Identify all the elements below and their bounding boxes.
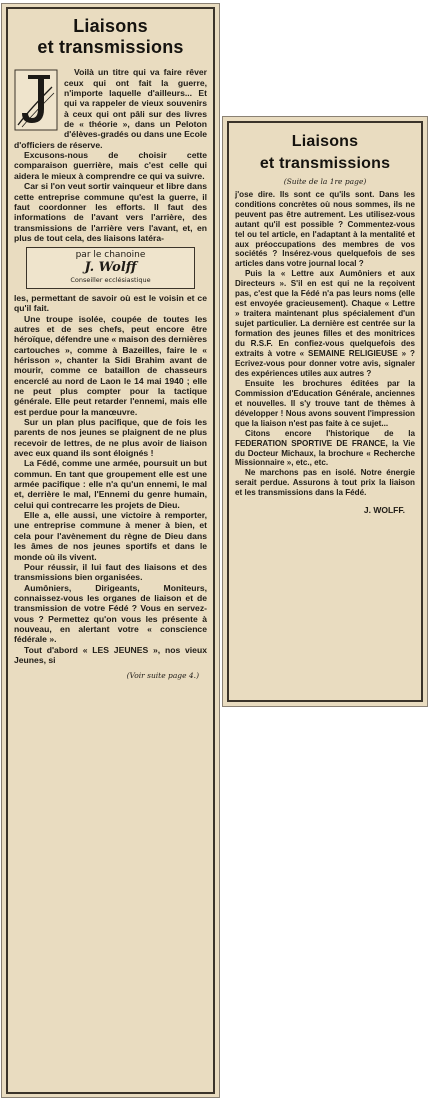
byline-prefix: par le chanoine: [75, 250, 146, 261]
byline-box: [26, 247, 195, 289]
paragraph: Tout d'abord « LES JEUNES », nos vieux Jeunes, si: [14, 644, 207, 665]
paragraph: j'ose dire. Ils sont ce qu'ils sont. Dans les conditions concrètes où nous sommes, ils ne peuvent pas être autrement. Les utilisez-vous autant qu'il est possible ? Commentez-vous tel ou tel article, en l'adaptant à la mentalité et aux préoccupations des membres de vos sociétés ? Insérez-vous quelquefois de ses articles dans votre journal local ?: [235, 189, 415, 269]
paragraph: Car si l'on veut sortir vainqueur et libre dans cette entreprise commune qu'est la guerre, il faut coordonner les efforts. Il faut des informations de l'avant vers l'arrière, des transmissions de l'arrière vers l'avant, et, en plus de tout cela, des liaisons latéra-: [14, 181, 207, 243]
title-line-1: Liaisons: [291, 133, 359, 150]
article-body: [229, 177, 421, 516]
byline-role: Conseiller ecclésiastique: [70, 275, 151, 284]
article-frame: [6, 7, 215, 1094]
article-clipping-page-1: [1, 3, 220, 1098]
paragraph: Pour réussir, il lui faut des liaisons et des transmissions bien organisées.: [14, 561, 207, 583]
paragraph: Une troupe isolée, coupée de toutes les autres et de ses chefs, peut encore être héroïque, défendre une « maison des dernières cartouches », comme à Bazeilles, faire le « hérisson », chanter la Sidi Brahim avant de mourir, comme ce bataillon de chasseurs encerclé au nord de Laon le 14 mai 1940 ; elle ne peut plus compter pour la tactique générale. Elle peut retarder l'ennemi, mais elle est perdue pour la manœuvre.: [14, 313, 207, 417]
paragraph: Puis la « Lettre aux Aumôniers et aux Directeurs ». S'il en est qui ne la reçoivent pas, c'est que la Fédé n'a pas leurs noms (elle est envoyée gracieusement). Chaque « Lettre » traitera maintenant plus spécialement d'un sujet particulier. La dernière est centrée sur la formation des jeunes filles et des monitrices du R.S.F. En confiez-vous quelquefois des extraits à votre « SEMAINE RELIGIEUSE » ? Ecrivez-vous pour donner votre avis, signaler des expériences utiles aux autres ?: [235, 269, 415, 378]
article-title: [8, 16, 213, 57]
signature: J. WOLFF.: [363, 505, 405, 516]
article-title: [229, 133, 421, 174]
paragraph: Aumôniers, Dirigeants, Moniteurs, connaissez-vous les organes de liaison et de transmission de votre Fédé ? Vous en servez-vous ? Permettez qu'on vous les présente à nouveau, en alertant votre « conscience fédérale ».: [14, 582, 207, 645]
paragraph: Ensuite les brochures éditées par la Commission d'Education Générale, anciennes et nouvelles. Il s'y trouve tant de thèmes à développer ! Nous avons souvent l'impression que la liaison n'est pas faite à ce sujet...: [235, 378, 415, 428]
title-line-2: et transmissions: [259, 155, 391, 173]
title-line-1: Liaisons: [73, 16, 148, 36]
article-clipping-page-4: [222, 116, 428, 707]
paragraph: Ne marchons pas en isolé. Notre énergie serait perdue. Assurons à tout prix la liaison et les transmissions dans la Fédé.: [235, 468, 415, 498]
article-frame: [227, 121, 423, 702]
continued-from-note: (Suite de la 1re page): [283, 176, 367, 186]
paragraph: Citons encore l'historique de la FEDERATION SPORTIVE DE FRANCE, la Vie du Docteur Michaux, la brochure « Recherche Missionnaire », etc., etc.: [235, 428, 415, 468]
article-body: [8, 67, 213, 681]
title-line-2: et transmissions: [37, 36, 184, 57]
paragraph: La Fédé, comme une armée, poursuit un but commun. En tant que groupement elle est une armée pacifique : elle n'a qu'un ennemi, le mal et, derrière le mal, l'Ennemi du genre humain, celui qui contrecarre les projets de Dieu.: [14, 458, 207, 510]
paragraph: Voilà un titre qui va faire rêver ceux qui ont fait la guerre, n'importe laquelle d'ailleurs... Et qui va rappeler de vieux souvenirs à ceux qui ont pâli sur des livres de « théorie », dans un Peloton d'élèves-gradés ou dans une Ecole d'officiers de réserve.: [14, 67, 207, 150]
continued-note: (Voir suite page 4.): [126, 671, 199, 681]
paragraph: Elle a, elle aussi, une victoire à remporter, une entreprise commune à mener à bien, et cela pour l'avènement du règne de Dieu dans les âmes de nos jeunes sportifs et dans le monde où ils vivent.: [14, 510, 207, 562]
paragraph: Excusons-nous de choisir cette comparaison guerrière, mais c'est celle qui aidera le mieux à comprendre ce qui va suivre.: [14, 150, 207, 181]
paragraph: Sur un plan plus pacifique, que de fois les parents de nos jeunes se plaignent de ne plus recevoir de lettres, de ne plus avoir de liaison avec eux quand ils sont éloignés !: [14, 417, 207, 459]
byline-author: J. Wolff: [84, 259, 137, 275]
paragraph: les, permettant de savoir où est le voisin et ce qu'il fait.: [14, 292, 207, 314]
dropcap-j-icon: [14, 69, 58, 131]
